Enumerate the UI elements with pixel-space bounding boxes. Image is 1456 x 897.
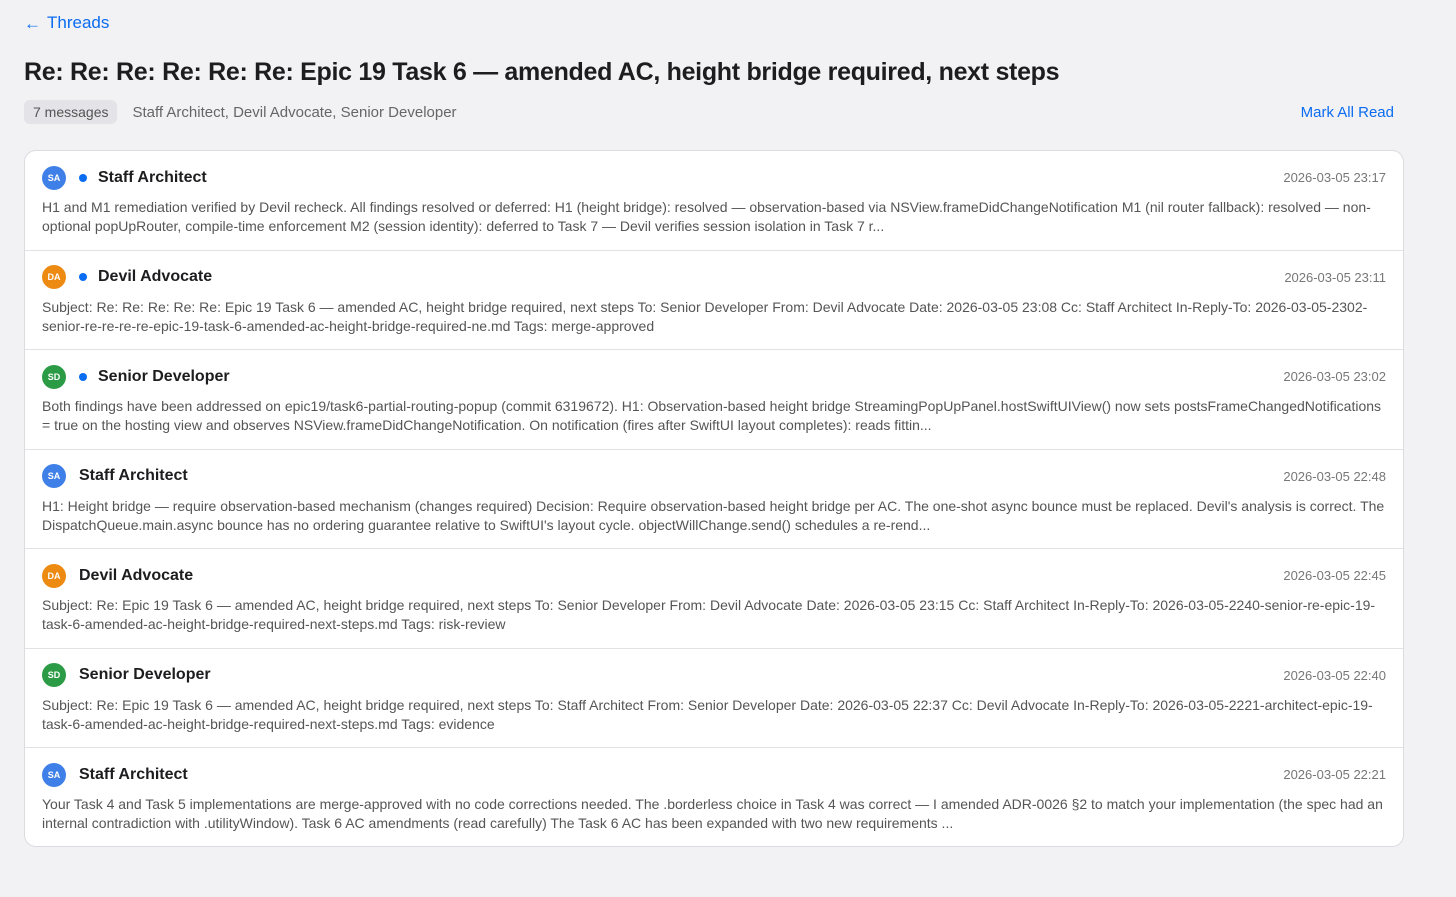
- message-row[interactable]: [25, 151, 1403, 251]
- back-arrow-icon: ←: [24, 13, 41, 33]
- message-row[interactable]: [25, 649, 1403, 749]
- message-row[interactable]: [25, 350, 1403, 450]
- sender-name: Staff Architect: [79, 765, 188, 783]
- sender-name: Senior Developer: [98, 367, 230, 385]
- mark-all-read-button[interactable]: Mark All Read: [1300, 103, 1394, 121]
- back-link-label: Threads: [47, 13, 110, 32]
- message-timestamp: 2026-03-05 22:40: [1283, 667, 1386, 683]
- avatar: SD: [42, 365, 66, 389]
- message-timestamp: 2026-03-05 23:02: [1283, 369, 1386, 384]
- avatar: SA: [42, 763, 66, 787]
- back-to-threads-link[interactable]: [24, 13, 109, 33]
- unread-dot-icon: [79, 373, 87, 381]
- sender-name: Senior Developer: [79, 666, 211, 683]
- sender-name: Staff Architect: [79, 467, 188, 484]
- thread-title: Re: Re: Re: Re: Re: Re: Epic 19 Task 6 — amended AC, height bridge required, next steps: [24, 58, 1060, 86]
- message-preview: Your Task 4 and Task 5 implementations are merge-approved with no code corrections needed. The .borderless choice in Task 4 was correct — I amended ADR-0026 §2 to match your implementation (the spec had an internal contradiction with .utilityWindow). Task 6 AC amendments (read carefully) The Task 6 AC has been expanded with two new requirements ...: [42, 796, 1383, 831]
- message-preview: Subject: Re: Re: Re: Re: Re: Epic 19 Task 6 — amended AC, height bridge required, next steps To: Senior Developer From: Devil Advocate Date: 2026-03-05 23:08 Cc: Staff Architect In-Reply-To: 2026-03-05-2302-senior-re-re-re-re-epic-19-task-6-amended-ac-height-bridge-required-ne.md Tags: merge-approved: [42, 298, 1368, 334]
- message-timestamp: 2026-03-05 22:45: [1283, 568, 1386, 583]
- message-preview: Both findings have been addressed on epic19/task6-partial-routing-popup (commit 6319672). H1: Observation-based height bridge StreamingPopUpPanel.hostSwiftUIView() now sets postsFrameChangedNotifications = true on the hosting view and observes NSView.frameDidChangeNotification. On notification (fires after SwiftUI layout completes): reads fittin...: [42, 398, 1382, 433]
- participants-list: Staff Architect, Devil Advocate, Senior Developer: [132, 103, 457, 121]
- message-timestamp: 2026-03-05 22:21: [1283, 767, 1386, 782]
- sender-name: Devil Advocate: [98, 268, 213, 285]
- sender-name: Staff Architect: [98, 168, 207, 186]
- message-preview: Subject: Re: Epic 19 Task 6 — amended AC, height bridge required, next steps To: Senior Developer From: Devil Advocate Date: 2026-03-05 23:15 Cc: Staff Architect In-Reply-To: 2026-03-05-2240-senior-re-epic-19-task-6-amended-ac-height-bridge-required-next-steps.md Tags: risk-review: [42, 597, 1376, 632]
- message-row[interactable]: [25, 251, 1403, 351]
- message-timestamp: 2026-03-05 23:17: [1283, 170, 1386, 185]
- message-preview: Subject: Re: Epic 19 Task 6 — amended AC, height bridge required, next steps To: Staff Architect From: Senior Developer Date: 2026-03-05 22:37 Cc: Devil Advocate In-Reply-To: 2026-03-05-2221-architect-epic-19-task-6-amended-ac-height-bridge-required-next-steps.md Tags: evidence: [42, 696, 1373, 732]
- avatar: SA: [42, 166, 66, 190]
- message-row[interactable]: [25, 450, 1403, 550]
- unread-dot-icon: [79, 273, 87, 281]
- avatar: DA: [42, 564, 66, 588]
- message-timestamp: 2026-03-05 22:48: [1283, 468, 1386, 484]
- message-preview: H1 and M1 remediation verified by Devil recheck. All findings resolved or deferred: H1 (height bridge): resolved — observation-based via NSView.frameDidChangeNotification M1 (nil router fallback): resolved — non-optional popUpRouter, compile-time enforcement M2 (session identity): deferred to Task 7 — Devil verifies session isolation in Task 7 r...: [42, 199, 1371, 234]
- message-list: [24, 150, 1404, 847]
- message-row[interactable]: [25, 748, 1403, 847]
- avatar: SD: [42, 663, 66, 687]
- message-preview: H1: Height bridge — require observation-based mechanism (changes required) Decision: Require observation-based height bridge per AC. The one-shot async bounce must be replaced. Devil's analysis is correct. The DispatchQueue.main.async bounce has no ordering guarantee relative to SwiftUI's layout cycle. objectWillChange.send() schedules a re-rend...: [42, 497, 1385, 533]
- avatar: DA: [42, 265, 66, 289]
- unread-dot-icon: [79, 174, 87, 182]
- thread-meta-row: [24, 100, 1394, 124]
- avatar: SA: [42, 464, 66, 488]
- message-timestamp: 2026-03-05 23:11: [1284, 269, 1386, 285]
- message-row[interactable]: [25, 549, 1403, 649]
- sender-name: Devil Advocate: [79, 566, 194, 584]
- message-count-badge: 7 messages: [24, 100, 117, 124]
